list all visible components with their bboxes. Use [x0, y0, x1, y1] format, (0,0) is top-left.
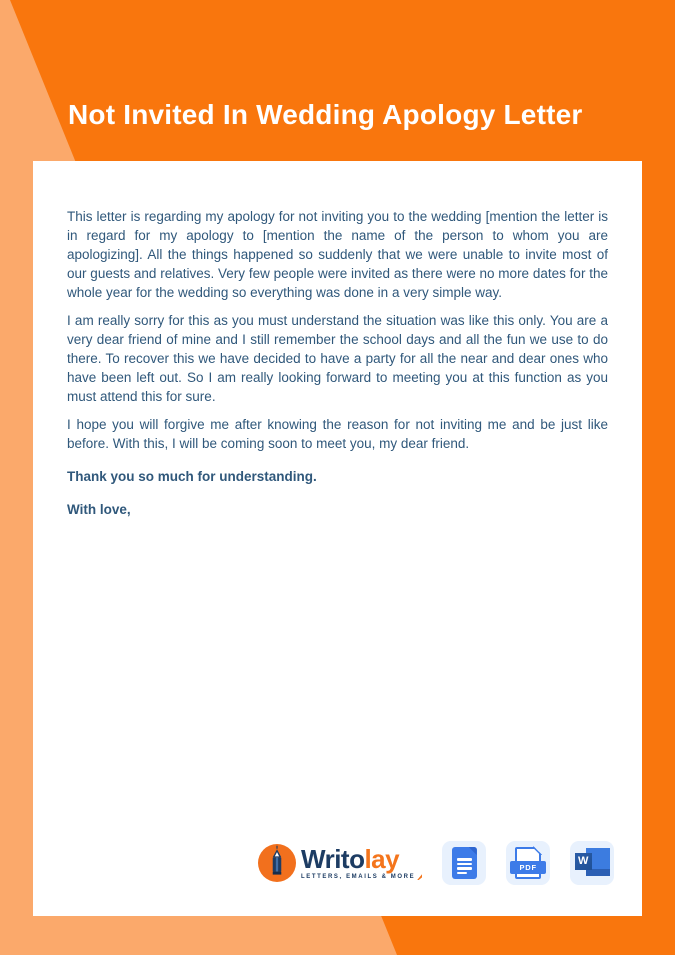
- letter-paragraph-3: I hope you will forgive me after knowing the reason for not inviting me and be just like before. With this, I will be coming soon to meet you, my dear friend.: [67, 417, 608, 451]
- pencil-logo-icon: [258, 844, 296, 882]
- word-letter: W: [575, 853, 592, 870]
- letter-signoff-line: With love,: [67, 502, 131, 517]
- brand-tagline: LETTERS, EMAILS & MORE: [301, 874, 422, 880]
- letter-paragraph-1: This letter is regarding my apology for not inviting you to the wedding [mention the letter is in regard for my apology to [mention the name of the person to whom you are apologizing]. All the things happened so suddenly that we were unable to invite most of our guests and relatives. Very few people were invited as there were no more dates for the whole year for the wedding so everything was done in a very simple way.: [67, 209, 608, 300]
- brand-text: [301, 846, 422, 880]
- word-page-glyph: [575, 848, 610, 879]
- letter-paragraph-2: I am really sorry for this as you must understand the situation was like this only. You are a very dear friend of mine and I still remember the school days and all the fun we use to do there. To recover this we have decided to have a party for all the near and dear ones who have been left out. So I am really looking forward to meeting you at this function as you must attend this for sure.: [67, 313, 608, 404]
- google-docs-icon[interactable]: [442, 841, 486, 885]
- brand-name: [301, 846, 422, 872]
- word-icon[interactable]: [570, 841, 614, 885]
- docs-page-glyph: [452, 847, 477, 879]
- letter-thanks-line: Thank you so much for understanding.: [67, 469, 317, 484]
- pdf-label: PDF: [510, 861, 546, 874]
- tagline-pencil-icon: [417, 874, 422, 880]
- page-title: Not Invited In Wedding Apology Letter: [68, 99, 583, 130]
- writolay-logo[interactable]: [258, 844, 422, 882]
- letter-card: [33, 161, 642, 916]
- brand-name-secondary: lay: [364, 844, 400, 874]
- pdf-icon[interactable]: [506, 841, 550, 885]
- brand-name-primary: Writo: [301, 844, 365, 874]
- pdf-page-glyph: [511, 846, 545, 880]
- footer-bar: [258, 841, 614, 885]
